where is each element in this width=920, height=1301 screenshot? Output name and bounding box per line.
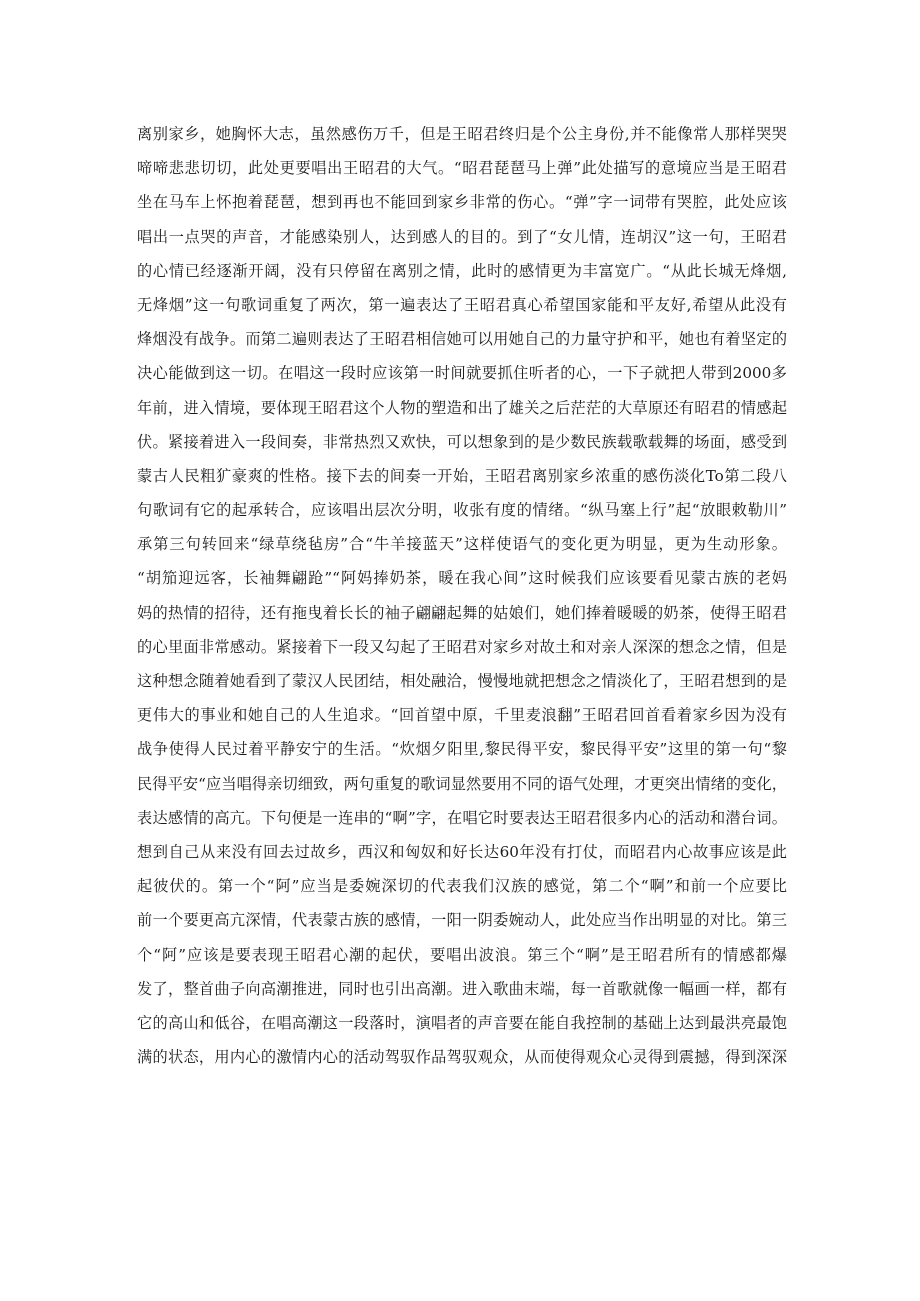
text-line-18: 更伟大的事业和她自己的人生追求。“回首望中原，千里麦浪翻”王昭君回首看着家乡因为没有 [137,706,787,725]
text-line-14: “胡笳迎远客，长袖舞翩跄”“阿妈捧奶茶，暖在我心间”这时候我们应该要看见蒙古族的老妈 [137,569,787,588]
text-line-19: 战争使得人民过着平静安宁的生活。“炊烟夕阳里,黎民得平安，黎民得平安”这里的第一句“黎 [137,740,787,759]
text-line-8: 决心能做到这一切。在唱这一段时应该第一时间就要抓住听者的心，一下子就把人带到2000多 [137,364,787,383]
text-line-12: 句歌词有它的起承转合，应该唱出层次分明，收张有度的情绪。“纵马塞上行”起“放眼敕勒川” [137,501,787,520]
text-line-6: 无烽烟”这一句歌词重复了两次，第一遍表达了王昭君真心希望国家能和平友好,希望从此没有 [137,295,787,314]
text-line-4: 唱出一点哭的声音，才能感染别人，达到感人的目的。到了“女儿情，连胡汉”这一句，王昭君 [137,227,787,246]
text-line-25: 个“阿”应该是要表现王昭君心潮的起伏，要唱出波浪。第三个“啊”是王昭君所有的情感都爆 [137,945,787,964]
text-line-28: 满的状态，用内心的激情内心的活动驾驭作品驾驭观众，从而使得观众心灵得到震撼，得到深深 [137,1048,787,1067]
text-line-5: 的心情已经逐渐开阔，没有只停留在离别之情，此时的感情更为丰富宽广。“从此长城无烽烟, [137,261,787,280]
text-line-23: 起彼伏的。第一个“阿”应当是委婉深切的代表我们汉族的感觉，第二个“啊”和前一个应要比 [137,877,787,896]
text-line-20: 民得平安“应当唱得亲切细致，两句重复的歌词显然要用不同的语气处理，才更突出情绪的变化， [137,774,787,793]
text-line-7: 烽烟没有战争。而第二遍则表达了王昭君相信她可以用她自己的力量守护和平，她也有着坚定的 [137,330,787,349]
text-line-15: 妈的热情的招待，还有拖曳着长长的袖子翩翩起舞的姑娘们，她们捧着暖暖的奶茶，使得王昭君 [137,603,787,622]
text-line-26: 发了，整首曲子向高潮推进，同时也引出高潮。进入歌曲末端，每一首歌就像一幅画一样，都有 [137,979,787,998]
body-text [137,117,787,1074]
text-line-21: 表达感情的高亢。下句便是一连串的“啊”字，在唱它时要表达王昭君很多内心的活动和潜台词。 [137,808,787,827]
text-line-22: 想到自己从来没有回去过故乡，西汉和匈奴和好长达60年没有打仗，而昭君内心故事应该是此 [137,842,787,861]
text-line-17: 这种想念随着她看到了蒙汉人民团结，相处融洽，慢慢地就把想念之情淡化了，王昭君想到的是 [137,672,787,690]
text-line-9: 年前，进入情境，要体现王昭君这个人物的塑造和出了雄关之后茫茫的大草原还有昭君的情感起 [137,398,787,417]
text-line-16: 的心里面非常感动。紧接着下一段又勾起了王昭君对家乡对故土和对亲人深深的想念之情，但是 [137,637,787,656]
text-line-10: 伏。紧接着进入一段间奏，非常热烈又欢快，可以想象到的是少数民族载歌载舞的场面，感受到 [137,432,787,451]
text-line-27: 它的高山和低谷，在唱高潮这一段落时，演唱者的声音要在能自我控制的基础上达到最洪亮最饱 [137,1013,787,1032]
text-line-24: 前一个要更高亢深情，代表蒙古族的感情，一阳一阴委婉动人，此处应当作出明显的对比。第三 [137,911,787,930]
text-line-3: 坐在马车上怀抱着琵琶，想到再也不能回到家乡非常的伤心。“弹”字一词带有哭腔，此处应该 [137,193,787,212]
text-line-1: 离别家乡，她胸怀大志，虽然感伤万千，但是王昭君终归是个公主身份,并不能像常人那样哭哭 [137,125,787,143]
text-line-13: 承第三句转回来“绿草绕毡房”合“牛羊接蓝天”这样使语气的变化更为明显，更为生动形象。 [137,535,787,554]
text-line-11: 蒙古人民粗犷豪爽的性格。接下去的间奏一开始，王昭君离别家乡浓重的感伤淡化To第二段八 [137,466,787,485]
text-line-2: 啼啼悲悲切切，此处更要唱出王昭君的大气。“昭君琵琶马上弹”此处描写的意境应当是王昭君 [137,159,787,178]
